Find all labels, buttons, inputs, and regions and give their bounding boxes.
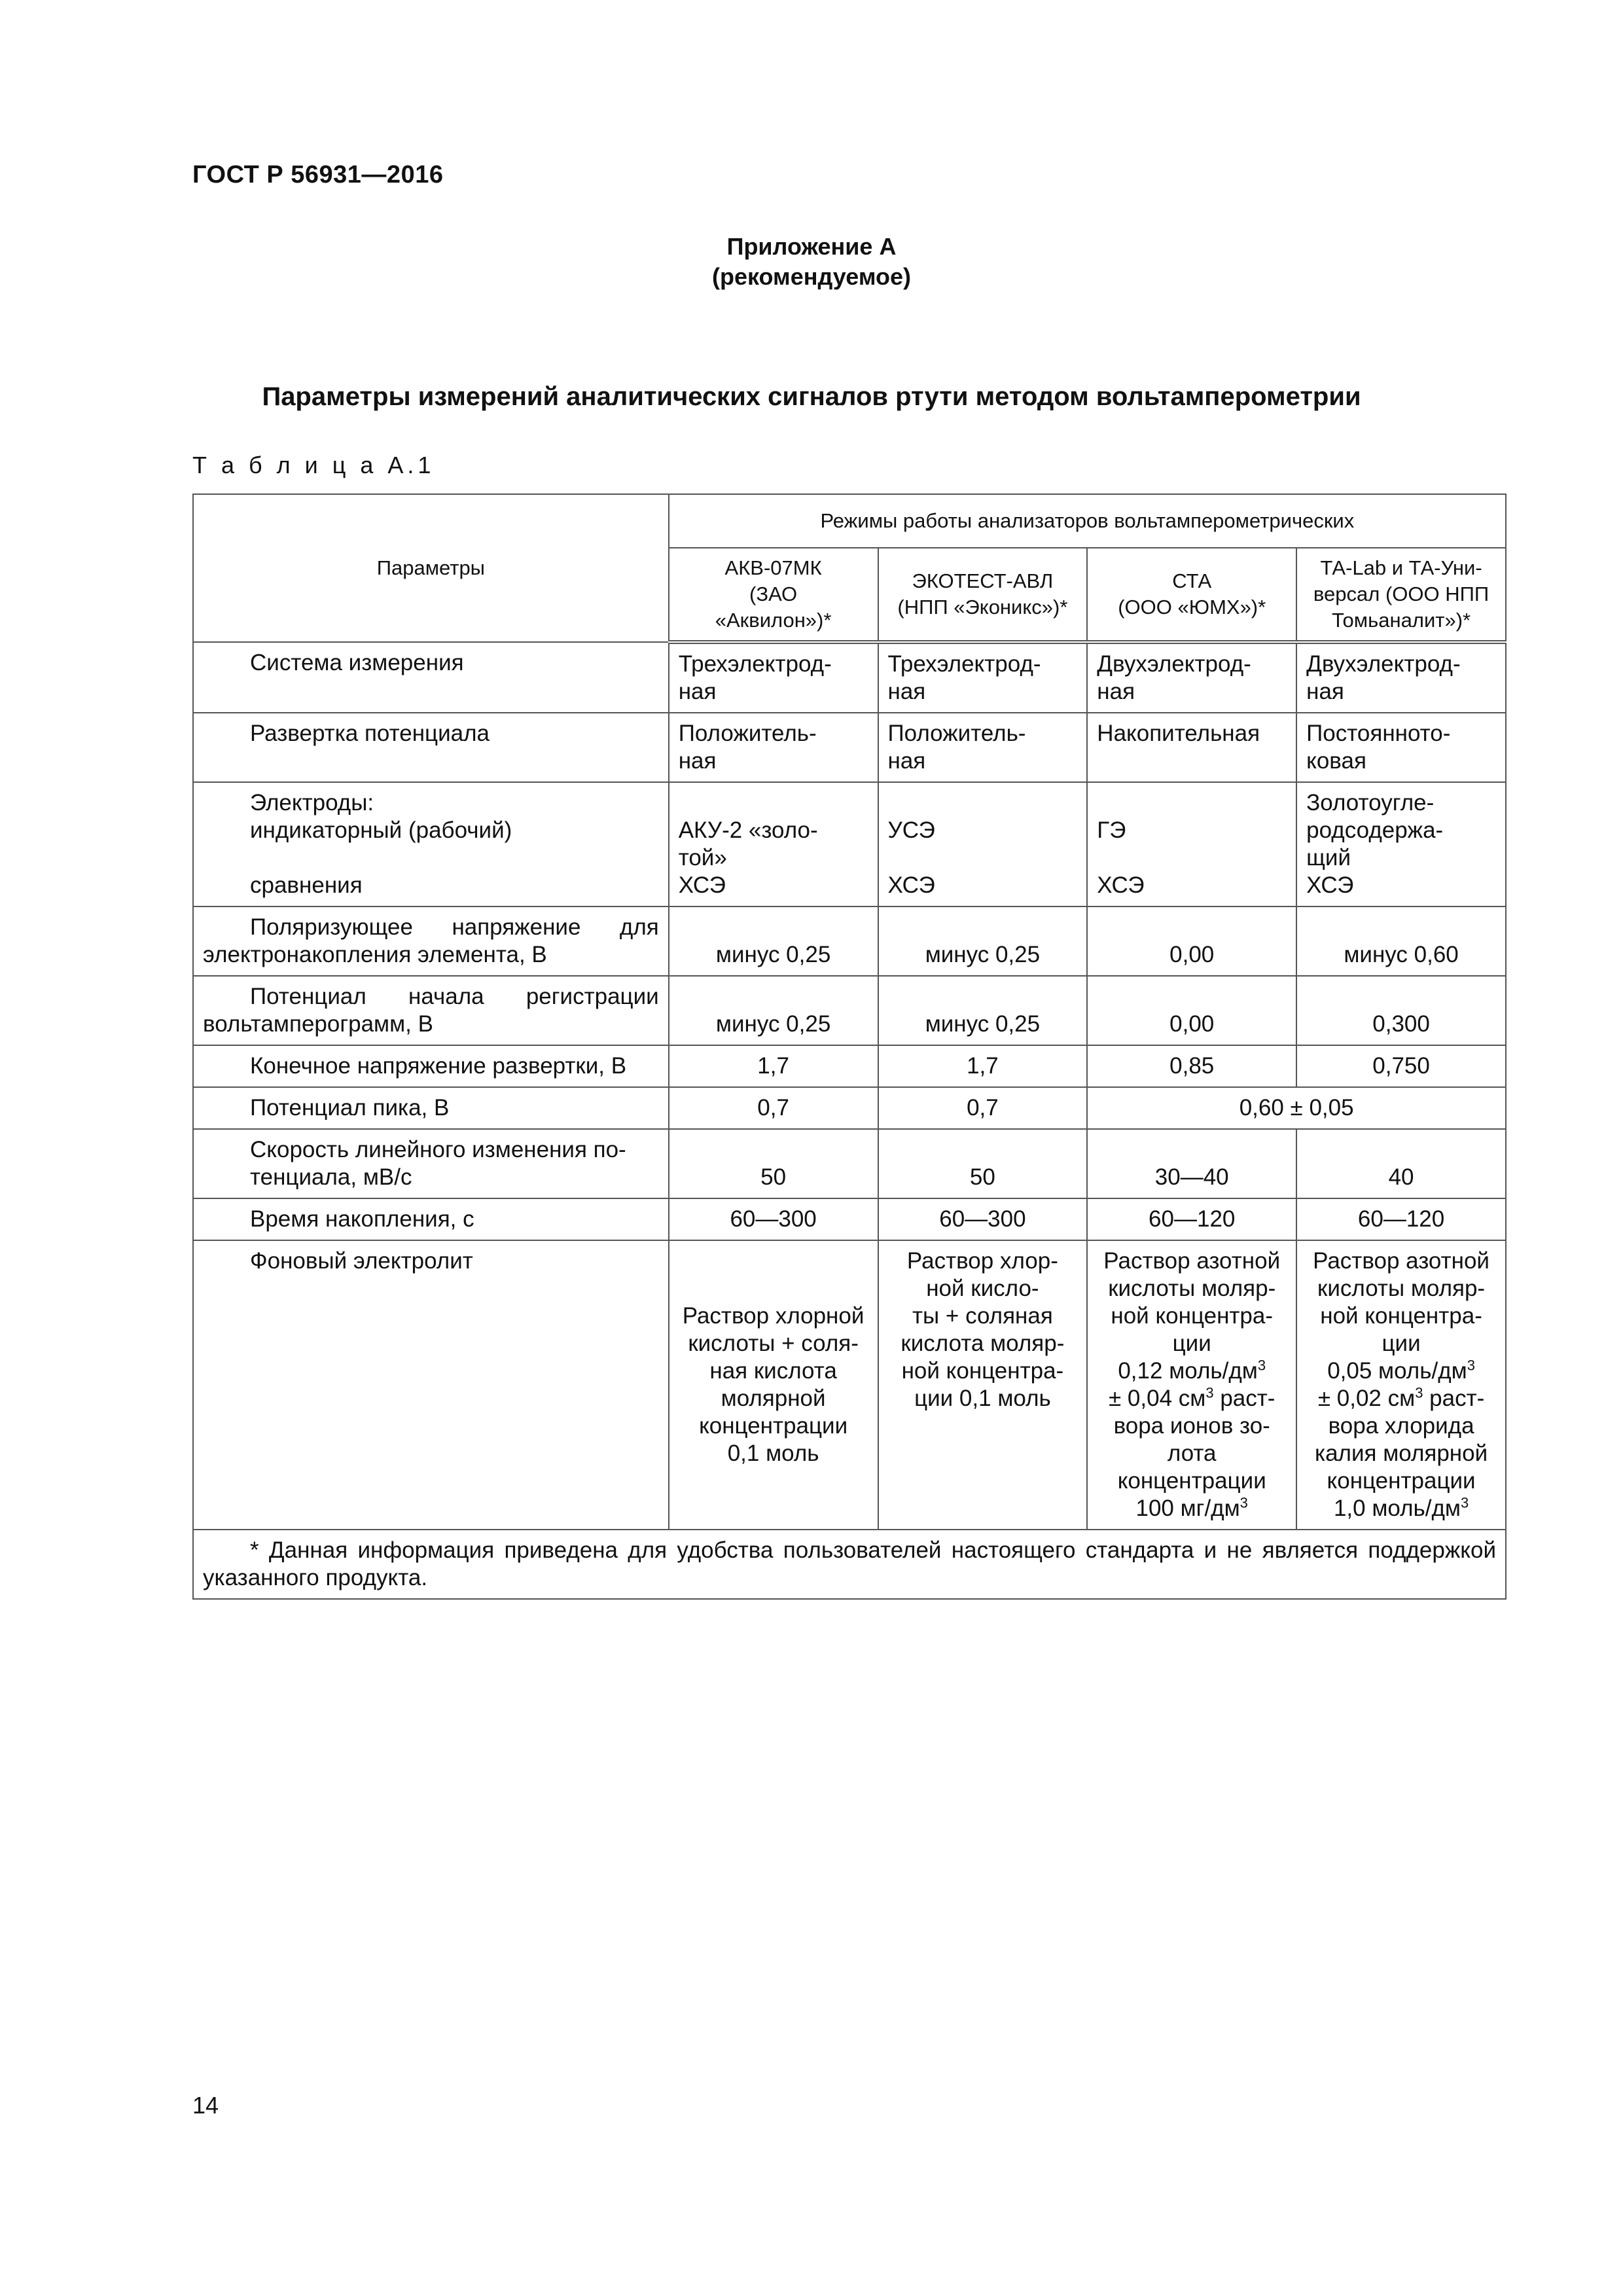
table-cell: 0,00 <box>1087 976 1296 1045</box>
table-header-row <box>193 494 1506 548</box>
table-cell: 0,300 <box>1296 976 1506 1045</box>
table-cell: 0,7 <box>878 1087 1088 1129</box>
row-label: Система измерения <box>193 642 669 713</box>
table-cell: минус 0,25 <box>878 906 1088 976</box>
table-row <box>193 1198 1506 1240</box>
header-analyzer-2: ЭКОТЕСТ-АВЛ (НПП «Эконикс»)* <box>878 548 1088 642</box>
table-cell: минус 0,60 <box>1296 906 1506 976</box>
table-cell: минус 0,25 <box>878 976 1088 1045</box>
table-cell: 50 <box>878 1129 1088 1198</box>
appendix-subtitle: (рекомендуемое) <box>712 263 911 290</box>
page-title: Параметры измерений аналитических сигналов ртути методом вольтамперометрии <box>262 382 1361 411</box>
document-header: ГОСТ Р 56931—2016 <box>192 161 444 188</box>
header-analyzer-4: ТА-Lab и ТА-Уни- версал (ООО НПП Томьаналит»)* <box>1296 548 1506 642</box>
table-cell: Раствор азотной кислоты моляр- ной концентра- ции 0,12 моль/$дм^3$ ± 0,04 $см^3$ раст- вора ионов зо- лота концентрации 100 $мг/дм^3$ <box>1087 1240 1296 1530</box>
table-cell: 0,7 <box>669 1087 878 1129</box>
table-cell: 30—40 <box>1087 1129 1296 1198</box>
table-row <box>193 1240 1506 1530</box>
table-cell: УСЭ ХСЭ <box>878 782 1088 906</box>
table-cell: АКУ-2 «золо- той» ХСЭ <box>669 782 878 906</box>
table-cell: Накопительная <box>1087 713 1296 782</box>
table-cell: 1,7 <box>669 1045 878 1087</box>
table-cell: минус 0,25 <box>669 906 878 976</box>
row-label: Электроды: индикаторный (рабочий) сравнения <box>193 782 669 906</box>
appendix-heading <box>0 232 1623 292</box>
page-number: 14 <box>192 2092 219 2119</box>
row-label: Поляризующее напряжение для электронакопления элемента, В <box>193 906 669 976</box>
table-cell: минус 0,25 <box>669 976 878 1045</box>
table-cell: Трехэлектрод- ная <box>878 642 1088 713</box>
table-row <box>193 1045 1506 1087</box>
row-label: Фоновый электролит <box>193 1240 669 1530</box>
table-cell: Постоянното- ковая <box>1296 713 1506 782</box>
table-cell: 60—120 <box>1087 1198 1296 1240</box>
table-cell: 0,60 ± 0,05 <box>1087 1087 1506 1129</box>
appendix-title: Приложение А <box>726 233 897 260</box>
table-row <box>193 906 1506 976</box>
table-cell: Раствор хлорной кислоты + соля- ная кислота молярной концентрации 0,1 моль <box>669 1240 878 1530</box>
table-row <box>193 1129 1506 1198</box>
table-cell: Двухэлектрод- ная <box>1296 642 1506 713</box>
table-cell: 40 <box>1296 1129 1506 1198</box>
row-label: Потенциал пика, В <box>193 1087 669 1129</box>
header-analyzer-3: СТА (ООО «ЮМХ»)* <box>1087 548 1296 642</box>
table-row <box>193 976 1506 1045</box>
table-cell: 60—120 <box>1296 1198 1506 1240</box>
table-caption: Т а б л и ц а А.1 <box>192 452 435 478</box>
table-footnote-row <box>193 1530 1506 1599</box>
row-label: Развертка потенциала <box>193 713 669 782</box>
table-cell: 60—300 <box>669 1198 878 1240</box>
row-label: Время накопления, с <box>193 1198 669 1240</box>
table-row <box>193 642 1506 713</box>
table-cell: 0,00 <box>1087 906 1296 976</box>
table-cell: Золотоугле- родсодержа- щий ХСЭ <box>1296 782 1506 906</box>
table-row <box>193 1087 1506 1129</box>
table-footnote: * Данная информация приведена для удобства пользователей настоящего стандарта и не является поддержкой указанного продукта. <box>193 1530 1506 1599</box>
table-cell: 0,85 <box>1087 1045 1296 1087</box>
table-cell: 1,7 <box>878 1045 1088 1087</box>
table-row <box>193 713 1506 782</box>
table-row <box>193 782 1506 906</box>
header-group: Режимы работы анализаторов вольтамперометрических <box>669 494 1506 548</box>
table-cell: Двухэлектрод- ная <box>1087 642 1296 713</box>
table-cell: Трехэлектрод- ная <box>669 642 878 713</box>
row-label: Скорость линейного изменения по- тенциала, мВ/с <box>193 1129 669 1198</box>
row-label: Потенциал начала регистрации вольтамперограмм, В <box>193 976 669 1045</box>
table-cell: Раствор азотной кислоты моляр- ной концентра- ции 0,05 моль/$дм^3$ ± 0,02 $см^3$ раст- вора хлорида калия молярной концентрации 1,0 моль/$дм^3$ <box>1296 1240 1506 1530</box>
parameters-table <box>192 493 1507 1600</box>
table-cell: Раствор хлор- ной кисло- ты + соляная кислота моляр- ной концентра- ции 0,1 моль <box>878 1240 1088 1530</box>
table-cell: 50 <box>669 1129 878 1198</box>
header-params: Параметры <box>193 494 669 642</box>
row-label: Конечное напряжение развертки, В <box>193 1045 669 1087</box>
table-cell: 0,750 <box>1296 1045 1506 1087</box>
table-cell: Положитель- ная <box>878 713 1088 782</box>
table-cell: 60—300 <box>878 1198 1088 1240</box>
table-cell: ГЭ ХСЭ <box>1087 782 1296 906</box>
table-cell: Положитель- ная <box>669 713 878 782</box>
header-analyzer-1: АКВ-07МК (ЗАО «Аквилон»)* <box>669 548 878 642</box>
